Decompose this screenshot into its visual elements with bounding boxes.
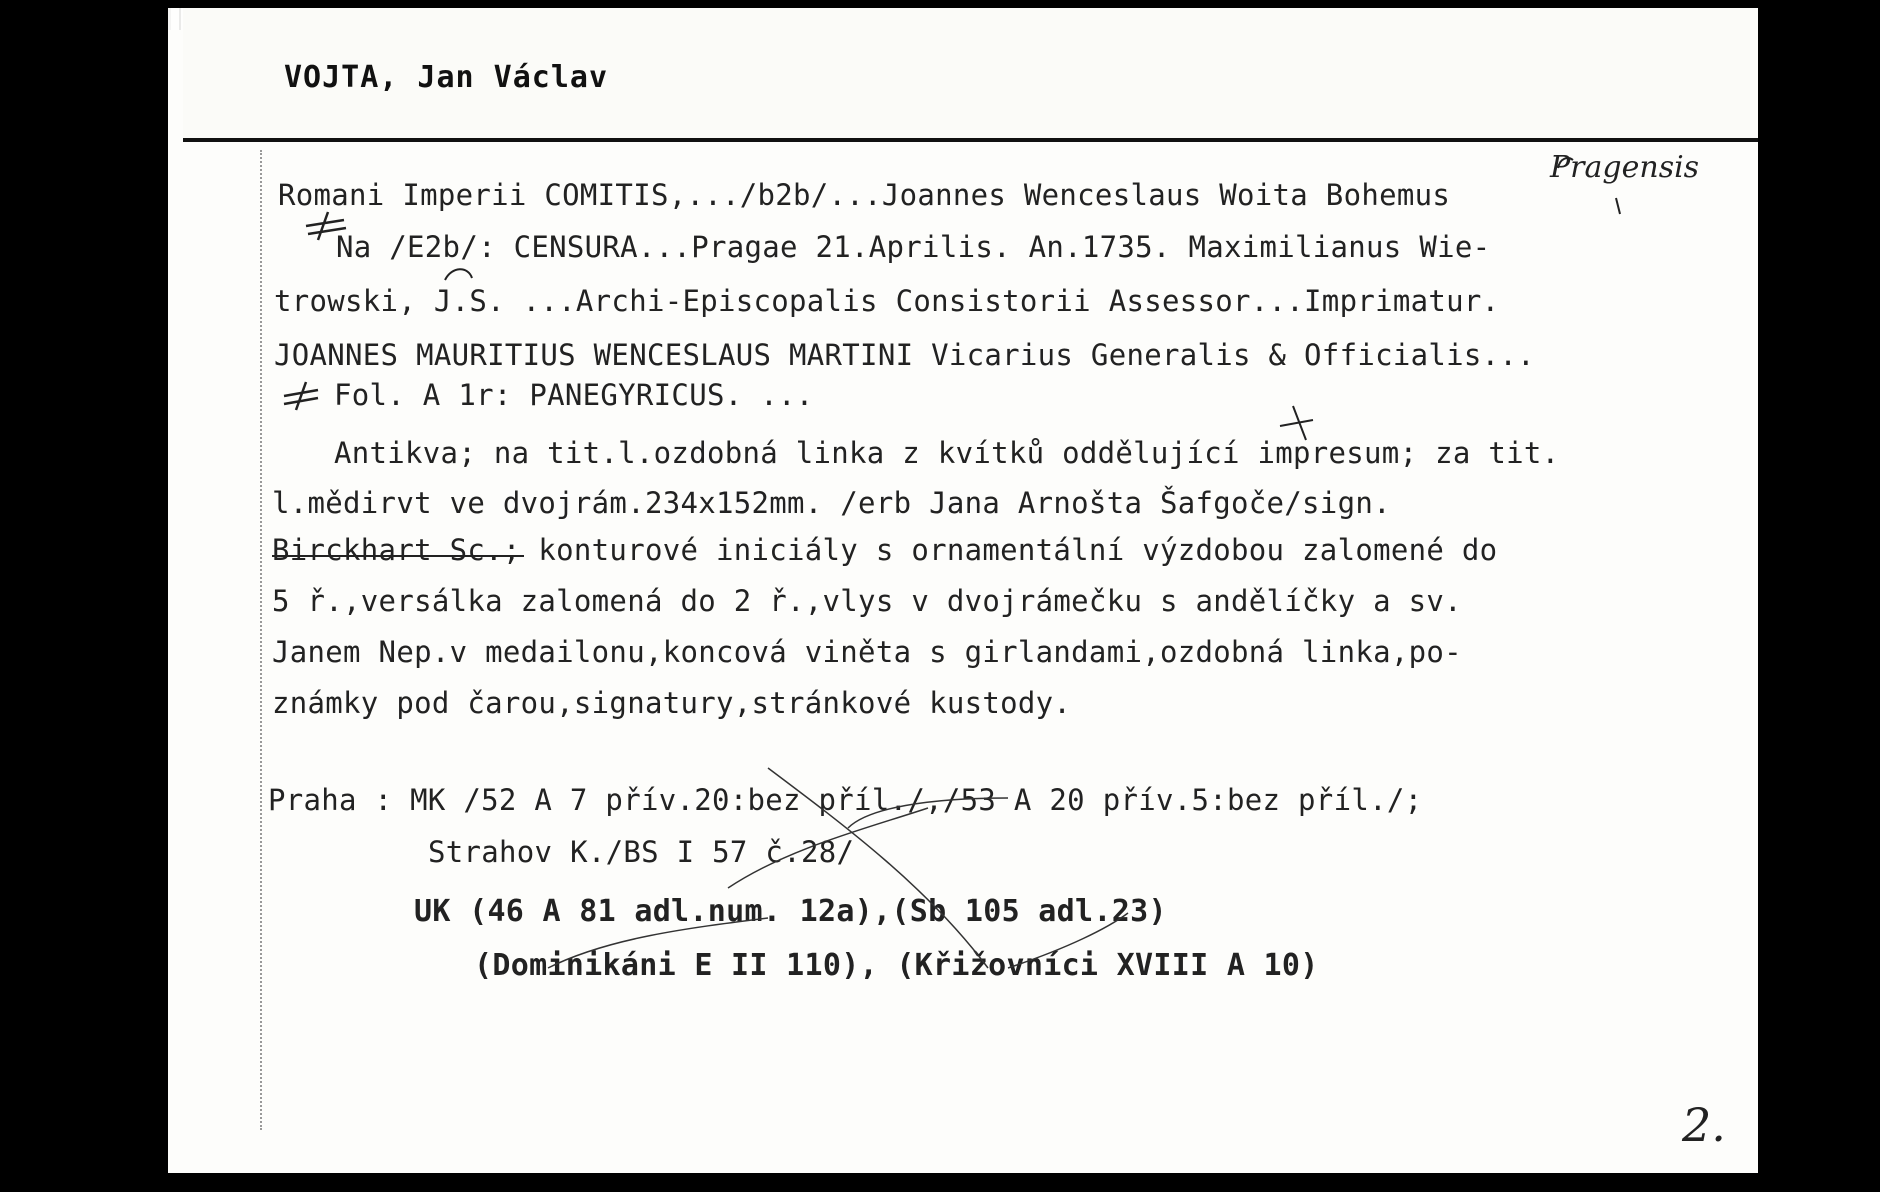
text-line-2: Na /E2b/: CENSURA...Pragae 21.Aprilis. An.1735. Maximilianus Wie-	[336, 230, 1491, 264]
text-line-8: Birckhart Sc.; konturové iniciály s ornamentální výzdobou zalomené do	[272, 533, 1498, 567]
arc-mark	[445, 269, 472, 280]
text-line-11: známky pod čarou,signatury,stránkové kustody.	[272, 686, 1072, 720]
text-line-1: Romani Imperii COMITIS,.../b2b/...Joannes Wenceslaus Woita Bohemus	[278, 178, 1451, 212]
header-rule	[183, 138, 1758, 142]
holdings-line-1: Praha : MK /52 A 7 přív.20:bez příl./,/53 A 20 přív.5:bez příl./;	[268, 783, 1423, 817]
marginal-note: Pragensis	[1550, 150, 1700, 185]
text-line-3: trowski, J.S. ...Archi-Episcopalis Consistorii Assessor...Imprimatur.	[274, 284, 1500, 318]
card-heading: VOJTA, Jan Václav	[284, 60, 609, 95]
text-line-5: Fol. A 1r: PANEGYRICUS. ...	[334, 378, 814, 412]
page-mark: 2.	[1682, 1098, 1726, 1152]
holdings-line-3: UK (46 A 81 adl.num. 12a),(Sb 105 adl.23)	[414, 894, 1167, 929]
insert-mark	[1280, 406, 1313, 440]
text-line-6: Antikva; na tit.l.ozdobná linka z kvítků oddělující impresum; za tit.	[334, 436, 1560, 470]
holdings-line-2: Strahov K./BS I 57 č.28/	[428, 835, 855, 869]
text-line-4: JOANNES MAURITIUS WENCESLAUS MARTINI Vicarius Generalis & Officialis...	[274, 338, 1535, 372]
margin-line	[260, 150, 262, 1130]
text-line-9: 5 ř.,versálka zalomená do 2 ř.,vlys v dvojrámečku s andělíčky a sv.	[272, 584, 1462, 618]
text-line-7: l.mědirvt ve dvojrám.234x152mm. /erb Jana Arnošta Šafgoče/sign.	[272, 486, 1391, 520]
text-line-10: Janem Nep.v medailonu,koncová viněta s girlandami,ozdobná linka,po-	[272, 635, 1462, 669]
hash-mark-2	[284, 382, 318, 410]
holdings-line-4: (Dominikáni E II 110), (Křižovníci XVIII A 10)	[474, 948, 1319, 983]
bracket-mark-tick	[1616, 198, 1620, 214]
catalog-card	[168, 8, 1758, 1173]
